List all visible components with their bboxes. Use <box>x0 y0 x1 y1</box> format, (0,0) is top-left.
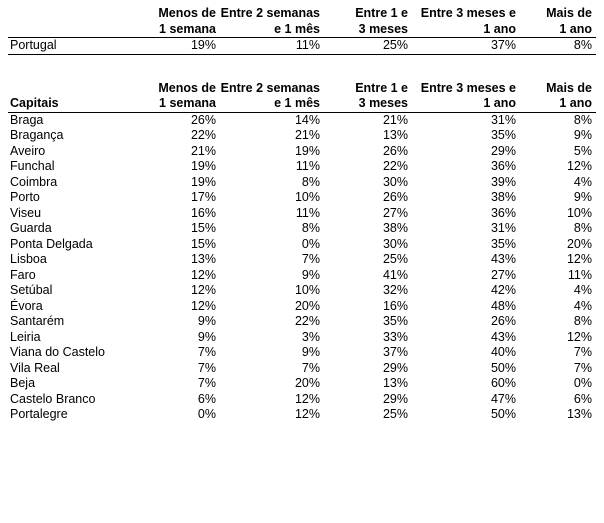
row-value: 19% <box>190 159 216 173</box>
row-value: 43% <box>490 252 516 266</box>
table-spacer <box>8 55 596 81</box>
row-value: 17% <box>190 190 216 204</box>
row-value: 6% <box>573 391 592 406</box>
row-value: 33% <box>382 329 408 344</box>
table-row <box>8 345 596 361</box>
row-value: 35% <box>490 128 516 142</box>
row-value: 12% <box>566 159 592 173</box>
row-value: 12% <box>190 267 216 282</box>
header-line-1: Entre 2 semanas <box>220 80 320 95</box>
row-value: 16% <box>190 205 216 220</box>
table-row <box>8 299 596 315</box>
row-value: 16% <box>382 298 408 313</box>
header-line-2: 1 ano <box>559 21 592 36</box>
row-value: 12% <box>190 298 216 313</box>
row-label: Beja <box>10 376 36 390</box>
header-line-2: 3 meses <box>358 21 408 36</box>
table-row <box>8 206 596 222</box>
row-value: 31% <box>490 112 516 127</box>
row-value: 38% <box>490 190 516 204</box>
row-label: Ponta Delgada <box>10 236 93 251</box>
row-label: Faro <box>10 267 36 282</box>
row-value: 22% <box>382 159 408 173</box>
header-line-1: Menos de <box>158 6 216 20</box>
header-cell-entre-1-e-3-meses <box>324 6 412 38</box>
row-value: 27% <box>490 267 516 282</box>
row-value: 4% <box>573 283 592 297</box>
row-value: 26% <box>382 190 408 204</box>
table-row <box>8 376 596 392</box>
row-value: 35% <box>490 236 516 251</box>
header-cell-mais-de-1-ano <box>520 6 596 38</box>
row-value: 8% <box>573 221 592 235</box>
row-label: Castelo Branco <box>10 391 96 406</box>
header-line-1: Mais de <box>546 80 592 95</box>
row-label: Évora <box>10 298 43 313</box>
row-value: 15% <box>190 236 216 251</box>
header-line-2: e 1 mês <box>274 96 320 110</box>
row-value: 37% <box>382 345 408 359</box>
row-value: 29% <box>382 360 408 375</box>
row-value: 20% <box>566 236 592 251</box>
row-value: 31% <box>490 221 516 235</box>
row-value: 26% <box>190 112 216 127</box>
row-label: Viana do Castelo <box>10 345 105 359</box>
row-value: 8% <box>301 221 320 235</box>
row-value: 7% <box>573 345 592 359</box>
row-value: 39% <box>490 174 516 189</box>
row-value: 9% <box>197 314 216 328</box>
table-row <box>8 268 596 284</box>
table-header-row <box>8 6 596 38</box>
row-value: 9% <box>301 345 320 359</box>
row-value: 25% <box>382 252 408 266</box>
row-value: 12% <box>566 329 592 344</box>
row-value: 10% <box>294 283 320 297</box>
table-row <box>8 330 596 346</box>
row-value: 26% <box>382 143 408 158</box>
row-value: 43% <box>490 329 516 344</box>
table-row <box>8 392 596 408</box>
row-value: 9% <box>573 190 592 204</box>
row-value: 3% <box>301 329 320 344</box>
table-row <box>8 237 596 253</box>
row-value: 4% <box>573 298 592 313</box>
row-value: 25% <box>382 407 408 421</box>
row-label: Vila Real <box>10 360 60 375</box>
row-value: 19% <box>136 38 220 55</box>
header-line-2: Capitais <box>10 96 59 110</box>
row-value: 30% <box>382 236 408 251</box>
row-label: Santarém <box>10 314 65 328</box>
header-line-1: Mais de <box>546 6 592 20</box>
row-label: Portalegre <box>10 407 68 421</box>
header-cell-entre-2-semanas-e-1-mes <box>220 81 324 113</box>
row-value: 15% <box>190 221 216 235</box>
row-label: Funchal <box>10 159 55 173</box>
table-row <box>8 221 596 237</box>
header-cell-entre-2-semanas-e-1-mes <box>220 6 324 38</box>
row-value: 48% <box>490 298 516 313</box>
row-value: 7% <box>197 345 216 359</box>
table-row <box>8 361 596 377</box>
header-cell-capitais <box>8 81 136 113</box>
row-label: Viseu <box>10 205 42 220</box>
row-value: 21% <box>382 112 408 127</box>
row-value: 7% <box>301 252 320 266</box>
table-row <box>8 175 596 191</box>
row-label: Portugal <box>8 38 136 55</box>
header-cell-menos-de-1-semana <box>136 6 220 38</box>
table-portugal <box>8 6 596 55</box>
table-row <box>8 128 596 144</box>
row-value: 22% <box>190 128 216 142</box>
table-row <box>8 112 596 128</box>
row-value: 36% <box>490 205 516 220</box>
header-line-2: 1 ano <box>483 21 516 36</box>
row-value: 29% <box>490 143 516 158</box>
header-line-2: 1 semana <box>159 96 216 110</box>
row-value: 12% <box>294 407 320 421</box>
row-label: Setúbal <box>10 283 53 297</box>
row-value: 9% <box>197 329 216 344</box>
row-value: 8% <box>573 314 592 328</box>
row-value: 37% <box>412 38 520 55</box>
row-value: 38% <box>382 221 408 235</box>
row-value: 11% <box>295 159 320 173</box>
header-line-2: 1 ano <box>483 96 516 110</box>
row-value: 0% <box>301 236 320 251</box>
row-value: 12% <box>566 252 592 266</box>
row-value: 9% <box>301 267 320 282</box>
header-cell-entre-3-meses-e-1-ano <box>412 81 520 113</box>
row-value: 21% <box>190 143 216 158</box>
row-value: 30% <box>382 174 408 189</box>
header-line-2: 3 meses <box>358 96 408 110</box>
row-value: 50% <box>490 360 516 375</box>
row-value: 21% <box>294 128 320 142</box>
table-body <box>8 112 596 423</box>
row-value: 47% <box>490 391 516 406</box>
row-value: 19% <box>294 143 320 158</box>
row-value: 12% <box>190 283 216 297</box>
table-row <box>8 283 596 299</box>
row-value: 50% <box>490 407 516 421</box>
table-capitais <box>8 81 596 423</box>
table-header-row <box>8 81 596 113</box>
header-line-1: Entre 1 e <box>355 6 408 20</box>
row-value: 40% <box>490 345 516 359</box>
row-value: 8% <box>520 38 596 55</box>
header-cell-entre-3-meses-e-1-ano <box>412 6 520 38</box>
row-value: 14% <box>294 112 320 127</box>
header-cell-mais-de-1-ano <box>520 81 596 113</box>
row-value: 42% <box>490 283 516 297</box>
header-line-2: 1 ano <box>559 96 592 110</box>
row-value: 0% <box>573 376 592 390</box>
row-value: 29% <box>382 391 408 406</box>
row-label: Bragança <box>10 128 64 142</box>
row-value: 4% <box>573 174 592 189</box>
header-cell-label <box>8 6 136 38</box>
row-value: 5% <box>573 143 592 158</box>
row-value: 60% <box>490 376 516 390</box>
table-row <box>8 159 596 175</box>
header-line-1: Entre 3 meses e <box>420 6 516 20</box>
header-line-1: Entre 3 meses e <box>420 80 516 95</box>
row-value: 10% <box>566 205 592 220</box>
row-value: 11% <box>567 267 592 282</box>
table-row <box>8 314 596 330</box>
table-row <box>8 252 596 268</box>
row-value: 7% <box>573 360 592 375</box>
row-value: 8% <box>573 112 592 127</box>
table-row <box>8 190 596 206</box>
row-value: 35% <box>382 314 408 328</box>
row-value: 25% <box>324 38 412 55</box>
row-label: Aveiro <box>10 143 46 158</box>
row-value: 6% <box>197 391 216 406</box>
row-value: 11% <box>220 38 324 55</box>
row-value: 9% <box>573 128 592 142</box>
row-value: 41% <box>382 267 408 282</box>
row-label: Lisboa <box>10 252 47 266</box>
table-row <box>8 38 596 55</box>
row-value: 13% <box>382 376 408 390</box>
row-value: 8% <box>301 174 320 189</box>
table-row <box>8 407 596 423</box>
row-value: 26% <box>490 314 516 328</box>
row-value: 13% <box>566 407 592 421</box>
table-row <box>8 144 596 160</box>
header-line-2: 1 semana <box>159 21 216 36</box>
header-line-1: Entre 2 semanas <box>220 6 320 20</box>
row-label: Coimbra <box>10 174 58 189</box>
row-value: 12% <box>294 391 320 406</box>
header-line-1: Menos de <box>158 80 216 95</box>
row-value: 36% <box>490 159 516 173</box>
row-value: 11% <box>295 205 320 220</box>
header-cell-entre-1-e-3-meses <box>324 81 412 113</box>
row-label: Guarda <box>10 221 52 235</box>
row-value: 32% <box>382 283 408 297</box>
row-value: 27% <box>382 205 408 220</box>
header-line-2: e 1 mês <box>274 21 320 36</box>
row-value: 22% <box>294 314 320 328</box>
row-value: 20% <box>294 376 320 390</box>
row-value: 13% <box>190 252 216 266</box>
row-label: Braga <box>10 112 44 127</box>
row-value: 0% <box>197 407 216 421</box>
row-value: 19% <box>190 174 216 189</box>
row-value: 10% <box>294 190 320 204</box>
row-label: Porto <box>10 190 40 204</box>
header-cell-menos-de-1-semana <box>136 81 220 113</box>
row-value: 7% <box>197 376 216 390</box>
row-value: 7% <box>301 360 320 375</box>
row-value: 20% <box>294 298 320 313</box>
row-label: Leiria <box>10 329 41 344</box>
row-value: 13% <box>382 128 408 142</box>
header-line-1: Entre 1 e <box>355 80 408 95</box>
row-value: 7% <box>197 360 216 375</box>
